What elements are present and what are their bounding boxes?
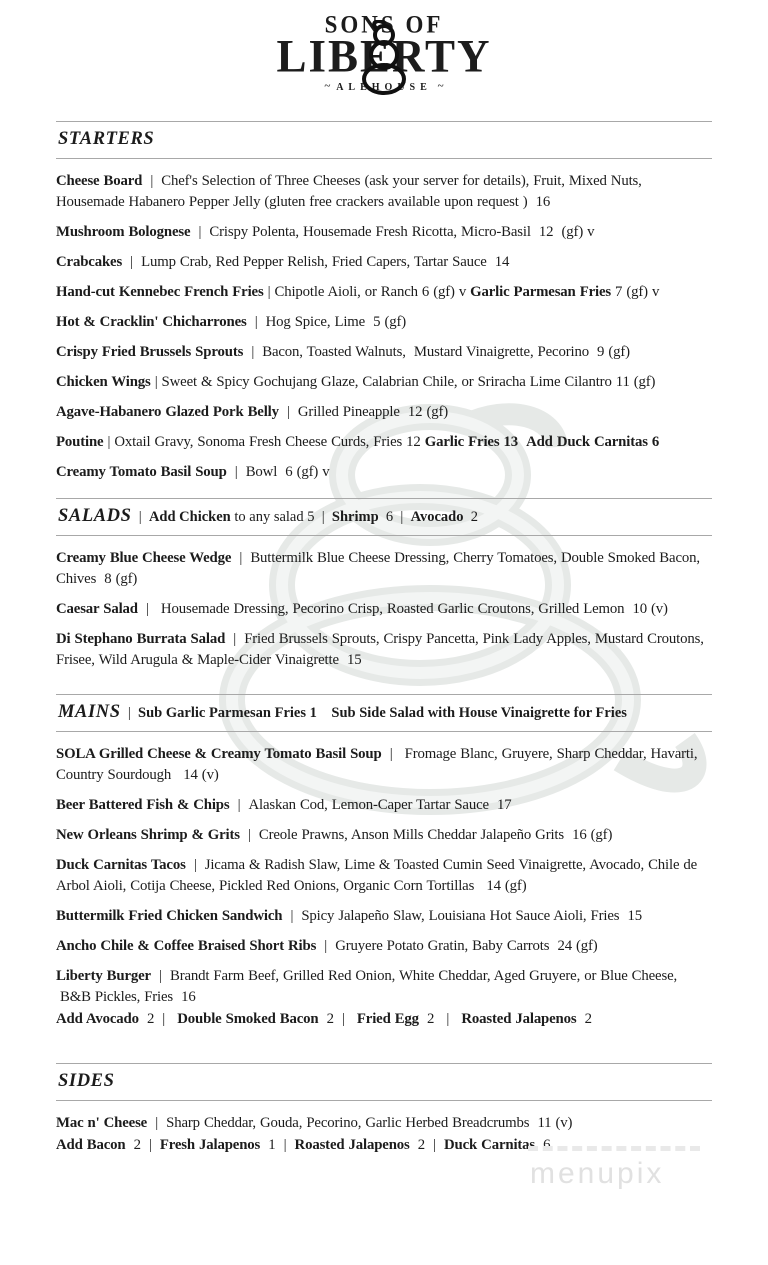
item-desc-text: | Creole Prawns, Anson Mills Cheddar Jalapeño Grits 16 (gf) xyxy=(239,827,613,843)
item-name-text: Chicken Wings xyxy=(56,374,151,390)
section-title: SALADS xyxy=(58,506,132,526)
menu-item xyxy=(56,402,712,423)
item-desc-text: | Lump Crab, Red Pepper Relish, Fried Capers, Tartar Sauce 14 xyxy=(122,254,510,270)
item-desc-text: | Sweet & Spicy Gochujang Glaze, Calabrian Chile, or Sriracha Lime Cilantro 11 (gf) xyxy=(150,374,656,390)
section-mains-heading xyxy=(56,694,712,732)
section-starters-heading xyxy=(56,121,712,159)
item-desc-text: | Fried Brussels Sprouts, Crispy Pancetta, Pink Lady Apples, Mustard Croutons, Frisee, Wild Arugula & Maple-Cider Vinaigrette 15 xyxy=(56,631,704,668)
item-desc-text: 2 | xyxy=(125,1137,160,1153)
menu-item xyxy=(56,1009,712,1030)
item-name-text: Add Chicken xyxy=(148,509,231,525)
item-desc-text: | Chipotle Aioli, or Ranch 6 (gf) v xyxy=(263,284,471,300)
menu-item xyxy=(56,372,712,393)
item-desc-text: 2 xyxy=(576,1011,592,1027)
menu-item xyxy=(56,744,712,786)
item-desc-text: | Bowl 6 (gf) v xyxy=(226,464,330,480)
item-desc-text: | Housemade Dressing, Pecorino Crisp, Roasted Garlic Croutons, Grilled Lemon 10 (v) xyxy=(137,601,668,617)
section-mains xyxy=(56,694,712,1030)
item-desc-text: 1 | xyxy=(260,1137,295,1153)
item-desc-text: 2 | xyxy=(409,1137,444,1153)
section-title: SIDES xyxy=(58,1071,115,1091)
snake-coil-icon xyxy=(356,20,412,96)
item-name-text: Fresh Jalapenos xyxy=(159,1137,261,1153)
item-desc-text: 2 xyxy=(463,509,478,525)
item-name-text: Add Bacon xyxy=(56,1137,126,1153)
item-name-text: Shrimp xyxy=(331,509,379,525)
section-salads xyxy=(56,498,712,671)
item-name-text: Duck Carnitas Tacos xyxy=(56,857,186,873)
item-name-text: Crispy Fried Brussels Sprouts xyxy=(56,344,244,360)
item-name-text: Roasted Jalapenos xyxy=(461,1011,577,1027)
item-desc-text: | Spicy Jalapeño Slaw, Louisiana Hot Sauce Aioli, Fries 15 xyxy=(282,908,642,924)
logo-name-text: LIBERTY xyxy=(276,30,492,83)
logo-main xyxy=(276,30,492,83)
menu-item xyxy=(56,795,712,816)
item-desc-text: 6 | xyxy=(378,509,411,525)
item-name-text: Caesar Salad xyxy=(56,601,138,617)
item-name-text: Agave-Habanero Glazed Pork Belly xyxy=(56,404,279,420)
item-desc-text: | Bacon, Toasted Walnuts, Mustard Vinaigrette, Pecorino 9 (gf) xyxy=(243,344,630,360)
item-name-text: Poutine xyxy=(56,434,104,450)
item-name-text: New Orleans Shrimp & Grits xyxy=(56,827,240,843)
item-desc-text: 2 | xyxy=(418,1011,462,1027)
item-desc-text xyxy=(317,705,332,721)
menu-item xyxy=(56,966,712,1008)
item-desc-text: | Alaskan Cod, Lemon-Caper Tartar Sauce 17 xyxy=(229,797,512,813)
menu-item xyxy=(56,432,712,453)
item-name-text: Fried Egg xyxy=(356,1011,419,1027)
item-desc-text: | Jicama & Radish Slaw, Lime & Toasted Cumin Seed Vinaigrette, Avocado, Chile de Arbol Aioli, Cotija Cheese, Pickled Red Onions, Organic Corn Tortillas 14 (gf) xyxy=(56,857,698,894)
section-title: STARTERS xyxy=(58,129,155,149)
section-sides xyxy=(56,1063,712,1156)
item-name-text: Creamy Tomato Basil Soup xyxy=(56,464,227,480)
item-name-text: Mushroom Bolognese xyxy=(56,224,191,240)
item-name-text: Hot & Cracklin' Chicharrones xyxy=(56,314,247,330)
item-name-text: Cheese Board xyxy=(56,173,143,189)
item-name-text: Di Stephano Burrata Salad xyxy=(56,631,226,647)
item-name-text: SOLA Grilled Cheese & Creamy Tomato Basil Soup xyxy=(56,746,382,762)
menu-item xyxy=(56,282,712,303)
restaurant-logo xyxy=(0,0,768,117)
item-desc-text: | Sharp Cheddar, Gouda, Pecorino, Garlic Herbed Breadcrumbs 11 (v) xyxy=(147,1115,573,1131)
menu-item xyxy=(56,462,712,483)
menu-item xyxy=(56,629,712,671)
section-salads-heading xyxy=(56,498,712,536)
item-name-text: Double Smoked Bacon xyxy=(177,1011,319,1027)
item-name-text: Sub Garlic Parmesan Fries 1 xyxy=(138,705,317,721)
item-name-text: Beer Battered Fish & Chips xyxy=(56,797,230,813)
flourish-left-icon: ~ xyxy=(324,80,331,93)
menu-item xyxy=(56,855,712,897)
item-name-text: Ancho Chile & Coffee Braised Short Ribs xyxy=(56,938,317,954)
item-name-text: Mac n' Cheese xyxy=(56,1115,148,1131)
section-starters xyxy=(56,121,712,483)
item-desc-text: | xyxy=(120,705,139,721)
item-desc-text: | Crispy Polenta, Housemade Fresh Ricotta, Micro-Basil 12 (gf) v xyxy=(190,224,595,240)
item-desc-text: | Brandt Farm Beef, Grilled Red Onion, White Cheddar, Aged Gruyere, or Blue Cheese, B&B Pickles, Fries 16 xyxy=(56,968,678,1005)
item-desc-text: | Oxtail Gravy, Sonoma Fresh Cheese Curds, Fries 12 xyxy=(103,434,425,450)
menu-item xyxy=(56,342,712,363)
item-desc-text: 6 xyxy=(535,1137,551,1153)
watermark-dashes-icon xyxy=(528,1146,700,1151)
item-name-text: Liberty Burger xyxy=(56,968,151,984)
menu-item xyxy=(56,906,712,927)
item-name-text: Roasted Jalapenos xyxy=(294,1137,410,1153)
menupix-watermark-text: menupix xyxy=(530,1157,665,1190)
item-desc-text: | Grilled Pineapple 12 (gf) xyxy=(278,404,449,420)
menu-item xyxy=(56,222,712,243)
item-desc-text: to any salad 5 | xyxy=(230,509,332,525)
item-desc-text: | Hog Spice, Lime 5 (gf) xyxy=(246,314,407,330)
item-name-text: Hand-cut Kennebec French Fries xyxy=(56,284,264,300)
item-name-text: Sub Side Salad with House Vinaigrette for Fries xyxy=(331,705,627,721)
item-name-text: Creamy Blue Cheese Wedge xyxy=(56,550,232,566)
item-name-text: Add Avocado xyxy=(56,1011,139,1027)
item-desc-text: | Gruyere Potato Gratin, Baby Carrots 24 (gf) xyxy=(316,938,598,954)
item-name-text: Avocado xyxy=(410,509,464,525)
item-name-text: Buttermilk Fried Chicken Sandwich xyxy=(56,908,283,924)
logo-alehouse-text: ALEHOUSE xyxy=(336,82,432,94)
item-desc-text: 7 (gf) v xyxy=(610,284,660,300)
item-desc-text: | Fromage Blanc, Gruyere, Sharp Cheddar, Havarti, Country Sourdough 14 (v) xyxy=(56,746,698,783)
menu-item xyxy=(56,171,712,213)
menu-sections xyxy=(56,121,712,1156)
menu-item xyxy=(56,312,712,333)
item-desc-text: | Chef's Selection of Three Cheeses (ask your server for details), Fruit, Mixed Nuts, Housemade Habanero Pepper Jelly (gluten free crackers available upon request ) 16 xyxy=(56,173,642,210)
item-name-text: Garlic Fries 13 Add Duck Carnitas 6 xyxy=(424,434,660,450)
item-desc-text: 2 | xyxy=(138,1011,178,1027)
flourish-right-icon: ~ xyxy=(437,80,444,93)
menu-item xyxy=(56,825,712,846)
menu-item xyxy=(56,599,712,620)
section-title: MAINS xyxy=(58,702,121,722)
menu-item xyxy=(56,252,712,273)
item-name-text: Crabcakes xyxy=(56,254,123,270)
section-sides-heading xyxy=(56,1063,712,1101)
item-name-text: Garlic Parmesan Fries xyxy=(470,284,611,300)
menu-item xyxy=(56,936,712,957)
item-desc-text: 2 | xyxy=(318,1011,357,1027)
item-desc-text: | xyxy=(131,509,149,525)
menu-item xyxy=(56,1113,712,1134)
item-desc-text: | Buttermilk Blue Cheese Dressing, Cherry Tomatoes, Double Smoked Bacon, Chives 8 (gf) xyxy=(56,550,700,587)
item-name-text: Duck Carnitas xyxy=(444,1137,536,1153)
menu-item xyxy=(56,548,712,590)
photo-watermark xyxy=(528,1146,700,1191)
logo-top-text: SONS OF xyxy=(324,10,444,38)
